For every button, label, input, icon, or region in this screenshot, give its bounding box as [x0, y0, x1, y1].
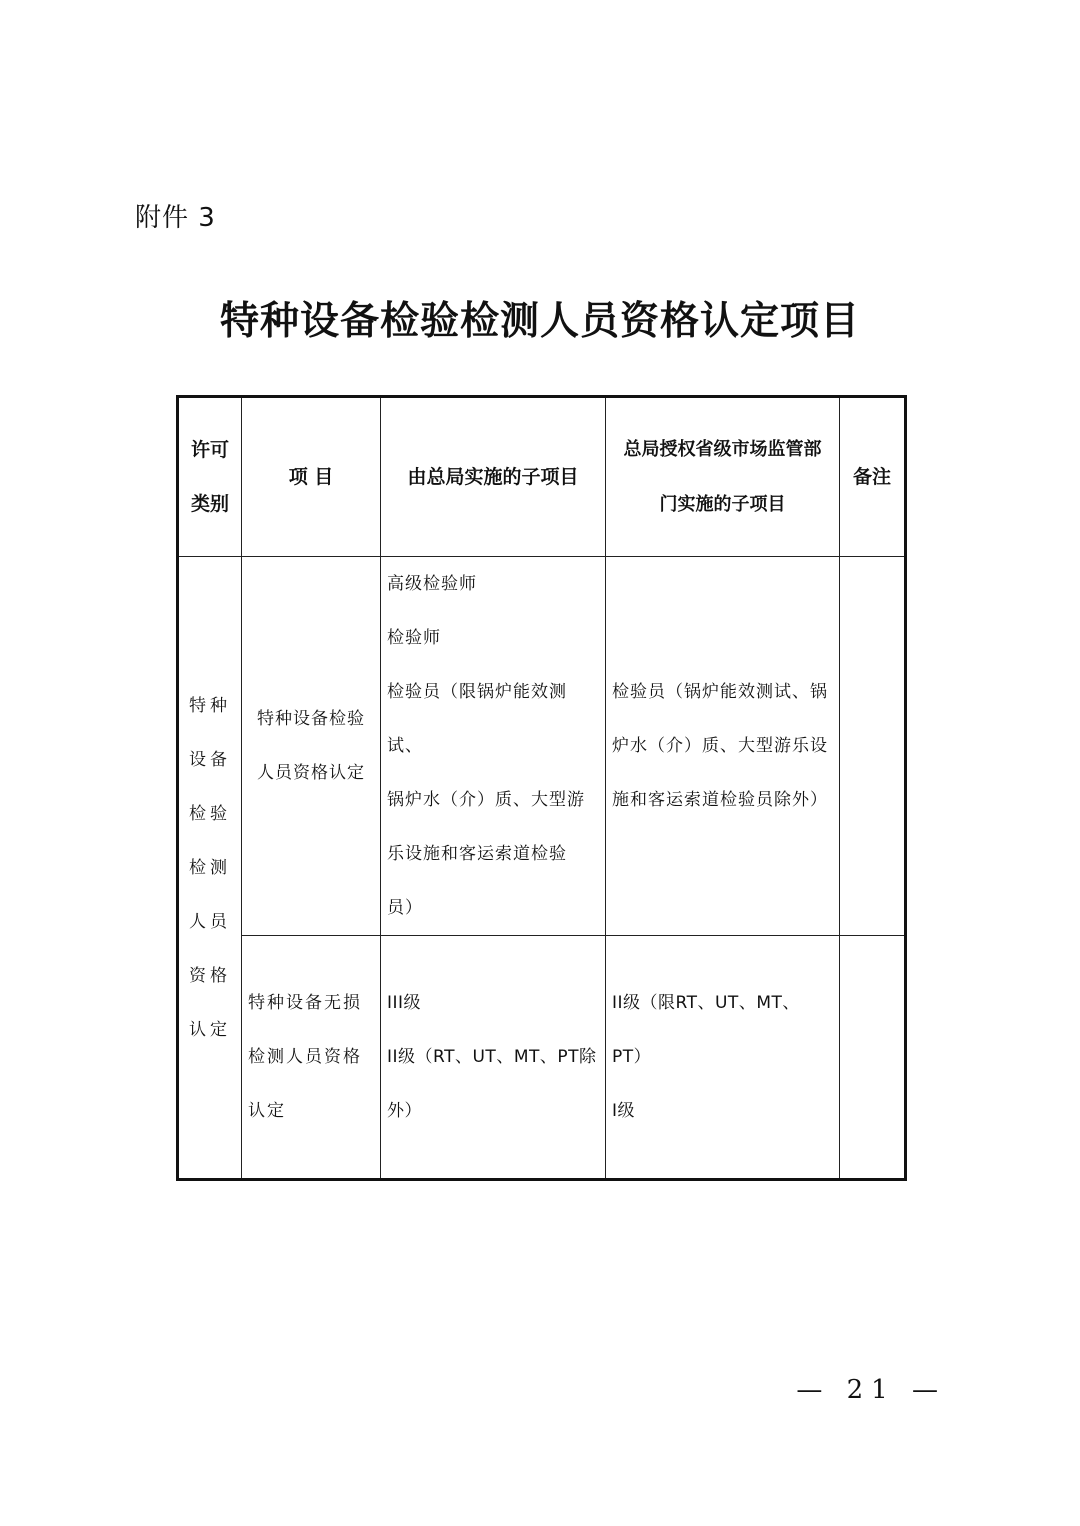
- table-row: [178, 936, 906, 1180]
- remarks-cell: [840, 936, 906, 1180]
- hq-subitems-text: III级 II级（RT、UT、MT、PT除 外）: [387, 993, 597, 1121]
- page-number: — 21 —: [796, 1375, 946, 1405]
- table-row: [178, 557, 906, 936]
- hq-subitems-text: 高级检验师 检验师 检验员（限锅炉能效测试、 锅炉水（介）质、大型游 乐设施和客运索道检验 员）: [387, 574, 585, 918]
- item-cell: [242, 557, 381, 936]
- header-remarks: 备注: [840, 397, 906, 557]
- province-subitems-text: 检验员（锅炉能效测试、锅 炉水（介）质、大型游乐设 施和客运索道检验员除外）: [612, 682, 828, 810]
- item-cell: [242, 936, 381, 1180]
- header-category: 许可 类别: [178, 397, 242, 557]
- qualification-table: [176, 395, 907, 1181]
- header-item: 项 目: [242, 397, 381, 557]
- item-text: 特种设备检验 人员资格认定: [257, 709, 365, 783]
- header-province-subitems: 总局授权省级市场监管部 门实施的子项目: [606, 397, 840, 557]
- province-subitems-text: II级（限RT、UT、MT、PT） I级: [612, 993, 800, 1121]
- province-subitems-cell: [606, 557, 840, 936]
- table-header-row: [178, 397, 906, 557]
- province-subitems-cell: [606, 936, 840, 1180]
- attachment-label: 附件 3: [135, 203, 216, 233]
- category-cell: [178, 557, 242, 1180]
- document-title: 特种设备检验检测人员资格认定项目: [219, 298, 860, 344]
- item-text: 特种设备无损 检测人员资格 认定: [248, 993, 362, 1121]
- category-text: 特种 设备 检验 检测 人员 资格 认定: [189, 695, 231, 1040]
- remarks-cell: [840, 557, 906, 936]
- header-hq-subitems: 由总局实施的子项目: [381, 397, 606, 557]
- hq-subitems-cell: [381, 936, 606, 1180]
- hq-subitems-cell: [381, 557, 606, 936]
